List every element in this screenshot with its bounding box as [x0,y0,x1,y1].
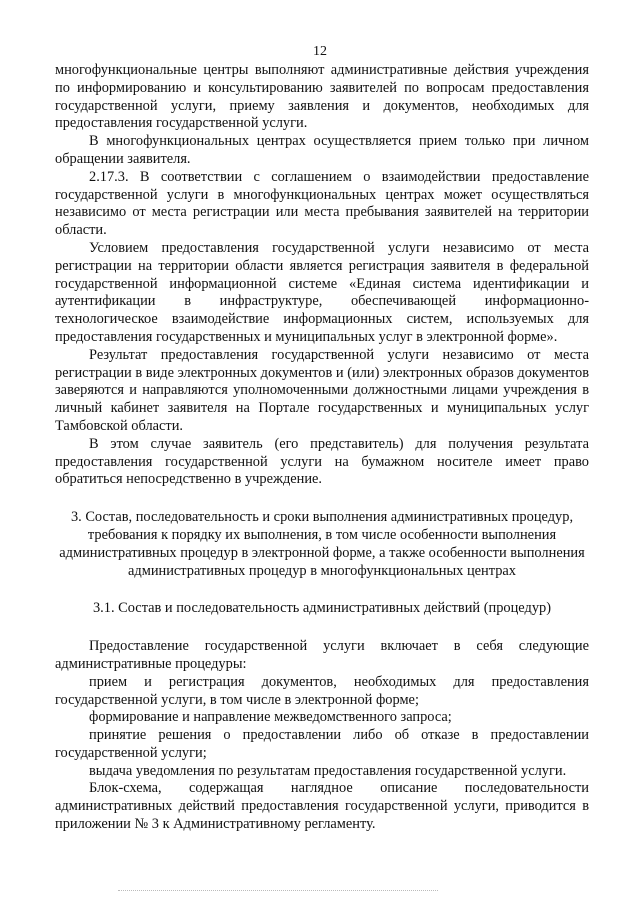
paragraph: Результат предоставления государственной услуги независимо от места регистрации в виде электронных документов и (или) электронных образов документов заверяются и направляются уполномоченными должностными лицами учреждения в личный кабинет заявителя на Портале государственных и муниципальных услуг Тамбовской области. [55,346,589,434]
scan-artifact [118,890,438,897]
paragraph: Предоставление государственной услуги включает в себя следующие административные процедуры: [55,638,589,672]
list-item: выдача уведомления по результатам предоставления государственной услуги. [89,762,567,779]
paragraph: Блок-схема, содержащая наглядное описание последовательности административных действий предоставления государственной услуги, приводится в приложении № 3 к Административному регламенту. [55,780,589,833]
subsection-heading: 3.1. Состав и последовательность административных действий (процедур) [92,600,552,617]
page-number: 12 [313,44,327,59]
spacer [55,580,589,600]
spacer [55,489,589,509]
paragraph: многофункциональные центры выполняют административные действия учреждения по информированию и консультированию заявителей по вопросам предоставления государственной услуги, приему заявления и документов, необходимых для предоставления государственной услуги. [55,62,589,132]
list-item: принятие решения о предоставлении либо об отказе в предоставлении государственной услуги; [55,727,589,761]
paragraph: 2.17.3. В соответствии с соглашением о взаимодействии предоставление государственной услуги в многофункциональных центрах может осуществляться независимо от места регистрации или места пребывания заявителей на территории области. [55,168,589,239]
section-heading: 3. Состав, последовательность и сроки выполнения административных процедур, требования к порядку их выполнения, в том числе особенности выполнения административных процедур в электронной форме, а также особенности выполнения административных процедур в многофункциональных центрах [59,509,585,579]
paragraph: В многофункциональных центрах осуществляется прием только при личном обращении заявителя. [55,133,589,167]
paragraph: В этом случае заявитель (его представитель) для получения результата предоставления государственной услуги на бумажном носителе имеет право обратиться непосредственно в учреждение. [55,435,589,488]
list-item: прием и регистрация документов, необходимых для предоставления государственной услуги, в том числе в электронной форме; [55,673,589,708]
spacer [55,618,589,638]
list-item: формирование и направление межведомственного запроса; [89,709,452,726]
document-body [55,62,589,834]
paragraph: Условием предоставления государственной услуги независимо от места регистрации на территории области является регистрация заявителя в федеральной государственной информационной системе «Единая система идентификации и аутентификации в инфраструктуре, обеспечивающей информационно-технологическое взаимодействие информационных систем, используемых для предоставления государственных и муниципальных услуг в электронной форме». [55,239,589,345]
